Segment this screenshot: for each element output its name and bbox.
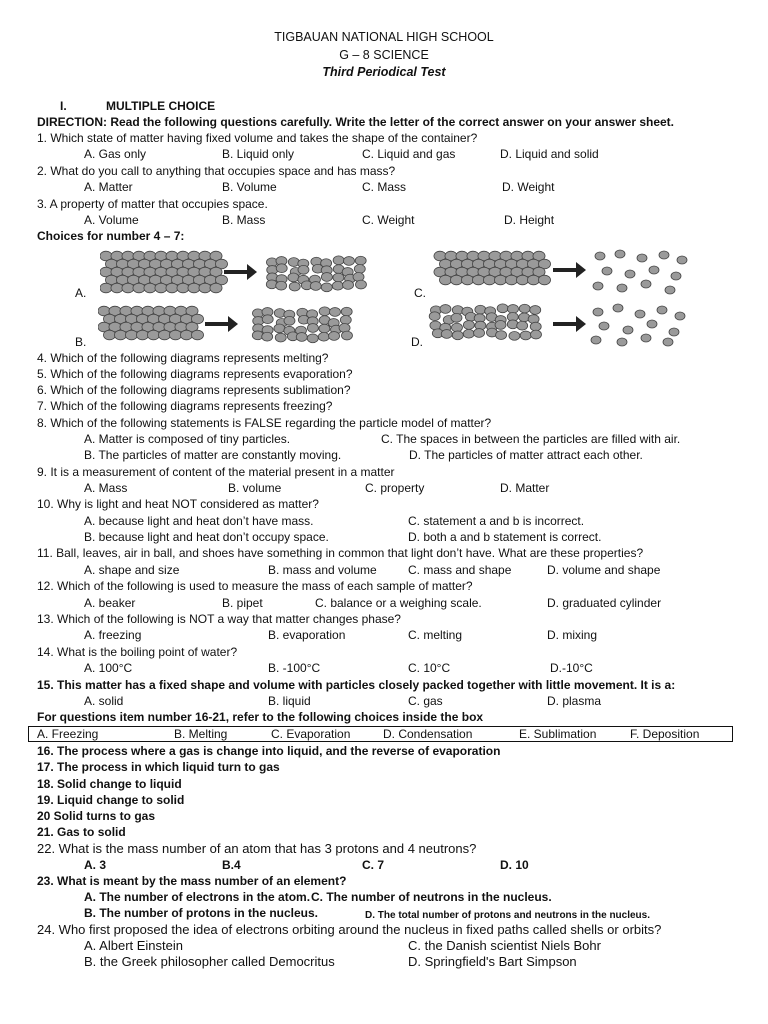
q12-choice-c: C. balance or a weighing scale. xyxy=(315,596,482,610)
particle xyxy=(474,329,485,338)
particle xyxy=(659,251,669,259)
particle xyxy=(472,275,484,285)
particle xyxy=(516,275,528,285)
particle xyxy=(615,250,625,258)
direction: DIRECTION: Read the following questions carefully. Write the letter of the correct answer on your answer sheet. xyxy=(37,115,675,129)
q10-choice-c: C. statement a and b is incorrect. xyxy=(408,514,585,528)
particle xyxy=(520,331,531,340)
question-9: 9. It is a measurement of content of the material present in a matter xyxy=(37,465,395,479)
particle xyxy=(635,310,645,318)
particle xyxy=(483,275,495,285)
q14-choice-b: B. -100°C xyxy=(268,661,321,675)
particle xyxy=(663,338,673,346)
particle xyxy=(530,306,541,315)
q14-choice-d: D.-10°C xyxy=(550,661,593,675)
particle xyxy=(288,258,299,267)
particle xyxy=(341,307,352,316)
particle xyxy=(441,330,452,339)
question-18: 18. Solid change to liquid xyxy=(37,777,182,791)
question-19: 19. Liquid change to solid xyxy=(37,793,185,807)
question-17: 17. The process in which liquid turn to gas xyxy=(37,760,280,774)
particle xyxy=(180,330,192,340)
q13-choice-d: D. mixing xyxy=(547,628,598,642)
particle xyxy=(262,332,273,341)
q3-choice-c: C. Weight xyxy=(362,213,415,227)
particle xyxy=(155,283,167,293)
particle xyxy=(617,338,627,346)
particle xyxy=(191,330,203,340)
particle xyxy=(274,324,285,333)
particle xyxy=(625,270,635,278)
diagram-a-arrow xyxy=(224,270,248,274)
particle xyxy=(440,305,451,314)
particle xyxy=(494,275,506,285)
q3-choice-b: B. Mass xyxy=(222,213,266,227)
particle xyxy=(675,312,685,320)
particle xyxy=(595,252,605,260)
particle xyxy=(617,284,627,292)
particle xyxy=(439,275,451,285)
question-11: 11. Ball, leaves, air in ball, and shoes have something in common that light don’t have. What are these properties? xyxy=(37,546,644,560)
question-22: 22. What is the mass number of an atom that has 3 protons and 4 neutrons? xyxy=(37,841,477,856)
particle xyxy=(332,281,343,290)
particle xyxy=(593,282,603,290)
particle xyxy=(613,304,623,312)
question-7: 7. Which of the following diagrams represents freezing? xyxy=(37,399,333,413)
particle xyxy=(103,330,115,340)
choices-box xyxy=(28,726,733,742)
particle xyxy=(333,273,344,282)
question-20: 20 Solid turns to gas xyxy=(37,809,156,823)
question-2: 2. What do you call to anything that occupies space and has mass? xyxy=(37,164,396,178)
particle xyxy=(177,283,189,293)
particle xyxy=(333,256,344,265)
particle xyxy=(288,273,299,282)
diagram-b-before xyxy=(98,306,204,340)
particle xyxy=(296,333,307,342)
q12-choice-a: A. beaker xyxy=(84,596,136,610)
diagram-c-arrow xyxy=(553,268,577,272)
question-12: 12. Which of the following is used to measure the mass of each sample of matter? xyxy=(37,579,473,593)
diagram-b-arrow xyxy=(205,322,229,326)
q15-choice-d: D. plasma xyxy=(547,694,602,708)
particle xyxy=(527,275,539,285)
section-number: I. xyxy=(60,99,67,113)
question-16: 16. The process where a gas is change into liquid, and the reverse of evaporation xyxy=(37,744,501,758)
particle xyxy=(538,275,550,285)
q14-choice-a: A. 100°C xyxy=(84,661,133,675)
q23-choice-a: A. The number of electrons in the atom. xyxy=(84,890,311,904)
q15-choice-b: B. liquid xyxy=(268,694,311,708)
particle xyxy=(591,336,601,344)
particle xyxy=(125,330,137,340)
question-8: 8. Which of the following statements is FALSE regarding the particle model of matter? xyxy=(37,416,492,430)
q10-choice-d: D. both a and b statement is correct. xyxy=(408,530,602,544)
question-1: 1. Which state of matter having fixed volume and takes the shape of the container? xyxy=(37,131,478,145)
particle xyxy=(665,286,675,294)
particle xyxy=(169,330,181,340)
question-13: 13. Which of the following is NOT a way that matter changes phase? xyxy=(37,612,401,626)
q24-choice-b: B. the Greek philosopher called Democritus xyxy=(84,954,335,969)
particle xyxy=(276,281,287,290)
particle xyxy=(509,331,520,340)
q8-choice-b: B. The particles of matter are constantly moving. xyxy=(84,448,342,462)
particle xyxy=(114,330,126,340)
diagram-a-before xyxy=(100,251,228,293)
diagram-d-arrow xyxy=(553,322,577,326)
q2-choice-b: B. Volume xyxy=(222,180,277,194)
particle xyxy=(429,312,440,321)
q24-choice-a: A. Albert Einstein xyxy=(84,938,183,953)
q1-choice-b: B. Liquid only xyxy=(222,147,295,161)
particle xyxy=(319,307,330,316)
particle xyxy=(274,309,285,318)
diagram-a-after xyxy=(266,256,366,292)
particle xyxy=(463,321,474,330)
box-choice-a: A. Freezing xyxy=(37,727,99,741)
question-23: 23. What is meant by the mass number of an element? xyxy=(37,874,347,888)
diagram-d-after xyxy=(591,304,685,346)
box-choice-f: F. Deposition xyxy=(630,727,700,741)
question-4: 4. Which of the following diagrams represents melting? xyxy=(37,351,329,365)
q12-choice-b: B. pipet xyxy=(222,596,263,610)
box-choice-d: D. Condensation xyxy=(383,727,473,741)
particle xyxy=(641,280,651,288)
question-14: 14. What is the boiling point of water? xyxy=(37,645,238,659)
particle xyxy=(329,308,340,317)
particle xyxy=(298,265,309,274)
test-title: Third Periodical Test xyxy=(322,65,446,79)
q1-choice-c: C. Liquid and gas xyxy=(362,147,456,161)
diagram-d-before xyxy=(429,304,541,340)
particle xyxy=(343,257,354,266)
particle xyxy=(166,283,178,293)
q15-choice-a: A. solid xyxy=(84,694,124,708)
particle xyxy=(210,283,222,293)
q22-choice-c: C. 7 xyxy=(362,858,385,872)
subject: G – 8 SCIENCE xyxy=(339,48,429,62)
particle xyxy=(496,331,507,340)
diagram-c-label: C. xyxy=(414,286,426,300)
particle xyxy=(262,315,273,324)
q12-choice-d: D. graduated cylinder xyxy=(547,596,662,610)
particle xyxy=(100,283,112,293)
particle xyxy=(430,321,441,330)
particle xyxy=(530,330,541,339)
q11-choice-c: C. mass and shape xyxy=(408,563,512,577)
q23-choice-b: B. The number of protons in the nucleus. xyxy=(84,906,319,920)
q22-choice-a: A. 3 xyxy=(84,858,107,872)
q22-choice-b: B.4 xyxy=(222,858,241,872)
box-instruction: For questions item number 16-21, refer to the following choices inside the box xyxy=(37,710,484,724)
q11-choice-b: B. mass and volume xyxy=(268,563,377,577)
q15-choice-c: C. gas xyxy=(408,694,443,708)
box-choice-e: E. Sublimation xyxy=(519,727,597,741)
particle xyxy=(637,254,647,262)
particle xyxy=(136,330,148,340)
particle xyxy=(461,275,473,285)
particle xyxy=(677,256,687,264)
particle xyxy=(507,305,518,314)
particle xyxy=(463,329,474,338)
q9-choice-a: A. Mass xyxy=(84,481,128,495)
q13-choice-c: C. melting xyxy=(408,628,463,642)
q10-choice-b: B. because light and heat don’t occupy space. xyxy=(84,530,329,544)
q8-choice-c: C. The spaces in between the particles are filled with air. xyxy=(381,432,681,446)
particle xyxy=(329,332,340,341)
particle xyxy=(497,304,508,313)
diagram-d-label: D. xyxy=(411,335,423,349)
choices-4-7-label: Choices for number 4 – 7: xyxy=(37,229,185,243)
particle xyxy=(602,267,612,275)
particle xyxy=(158,330,170,340)
q24-choice-c: C. the Danish scientist Niels Bohr xyxy=(408,938,601,953)
q11-choice-a: A. shape and size xyxy=(84,563,180,577)
q22-choice-d: D. 10 xyxy=(500,858,529,872)
particle xyxy=(307,324,318,333)
q2-choice-c: C. Mass xyxy=(362,180,407,194)
particle xyxy=(310,282,321,291)
q11-choice-d: D. volume and shape xyxy=(547,563,661,577)
particle xyxy=(340,316,351,325)
particle xyxy=(275,333,286,342)
box-choice-b: B. Melting xyxy=(174,727,228,741)
particle xyxy=(475,305,486,314)
particle xyxy=(593,308,603,316)
particle xyxy=(657,306,667,314)
diagram-c-before xyxy=(434,251,551,285)
particle xyxy=(321,273,332,282)
particle xyxy=(451,313,462,322)
particle xyxy=(355,256,366,265)
diagram-c-after xyxy=(593,250,687,294)
q1-choice-d: D. Liquid and solid xyxy=(500,147,599,161)
particle xyxy=(505,275,517,285)
particle xyxy=(354,265,365,274)
q8-choice-a: A. Matter is composed of tiny particles. xyxy=(84,432,291,446)
particle xyxy=(284,316,295,325)
question-10: 10. Why is light and heat NOT considered as matter? xyxy=(37,497,319,511)
q24-choice-d: D. Springfield's Bart Simpson xyxy=(408,954,577,969)
particle xyxy=(519,304,530,313)
q13-choice-b: B. evaporation xyxy=(268,628,346,642)
question-24: 24. Who first proposed the idea of electrons orbiting around the nucleus in fixed paths called shells or orbits? xyxy=(37,922,662,937)
particle xyxy=(623,326,633,334)
q1-choice-a: A. Gas only xyxy=(84,147,147,161)
particle xyxy=(122,283,134,293)
question-5: 5. Which of the following diagrams represents evaporation? xyxy=(37,367,353,381)
particle xyxy=(517,321,528,330)
q13-choice-a: A. freezing xyxy=(84,628,142,642)
particle xyxy=(133,283,145,293)
question-6: 6. Which of the following diagrams represents sublimation? xyxy=(37,383,351,397)
question-3: 3. A property of matter that occupies space. xyxy=(37,197,268,211)
particle xyxy=(318,332,329,341)
particle xyxy=(452,331,463,340)
particle xyxy=(671,272,681,280)
particle xyxy=(321,283,332,292)
particle xyxy=(450,275,462,285)
q9-choice-c: C. property xyxy=(365,481,425,495)
particle xyxy=(495,320,506,329)
particle xyxy=(669,328,679,336)
question-15: 15. This matter has a fixed shape and volume with particles closely packed together with little movement. It is a: xyxy=(37,678,676,692)
q2-choice-d: D. Weight xyxy=(502,180,555,194)
diagram-a-label: A. xyxy=(75,286,87,300)
q9-choice-d: D. Matter xyxy=(500,481,550,495)
q9-choice-b: B. volume xyxy=(228,481,282,495)
particle xyxy=(289,282,300,291)
particle xyxy=(188,283,200,293)
q8-choice-d: D. The particles of matter attract each other. xyxy=(409,448,643,462)
section-title: MULTIPLE CHOICE xyxy=(106,99,216,113)
particle xyxy=(649,266,659,274)
particle xyxy=(599,322,609,330)
particle xyxy=(276,264,287,273)
q23-choice-c: C. The number of neutrons in the nucleus. xyxy=(311,890,552,904)
particle xyxy=(147,330,159,340)
particle xyxy=(307,334,318,343)
particle xyxy=(355,280,366,289)
particle xyxy=(647,320,657,328)
q10-choice-a: A. because light and heat don’t have mass. xyxy=(84,514,314,528)
q14-choice-c: C. 10°C xyxy=(408,661,451,675)
particle xyxy=(530,322,541,331)
box-choice-c: C. Evaporation xyxy=(271,727,351,741)
q2-choice-a: A. Matter xyxy=(84,180,133,194)
particle xyxy=(641,334,651,342)
particle xyxy=(144,283,156,293)
q23-choice-d: D. The total number of protons and neutrons in the nucleus. xyxy=(365,910,651,921)
diagram-b-after xyxy=(252,307,352,343)
question-21: 21. Gas to solid xyxy=(37,825,126,839)
diagram-b-label: B. xyxy=(75,335,87,349)
school-name: TIGBAUAN NATIONAL HIGH SCHOOL xyxy=(274,30,494,44)
particle xyxy=(111,283,123,293)
particle xyxy=(319,324,330,333)
q3-choice-d: D. Height xyxy=(504,213,555,227)
q3-choice-a: A. Volume xyxy=(84,213,139,227)
particle xyxy=(199,283,211,293)
particle xyxy=(343,281,354,290)
particle xyxy=(341,331,352,340)
